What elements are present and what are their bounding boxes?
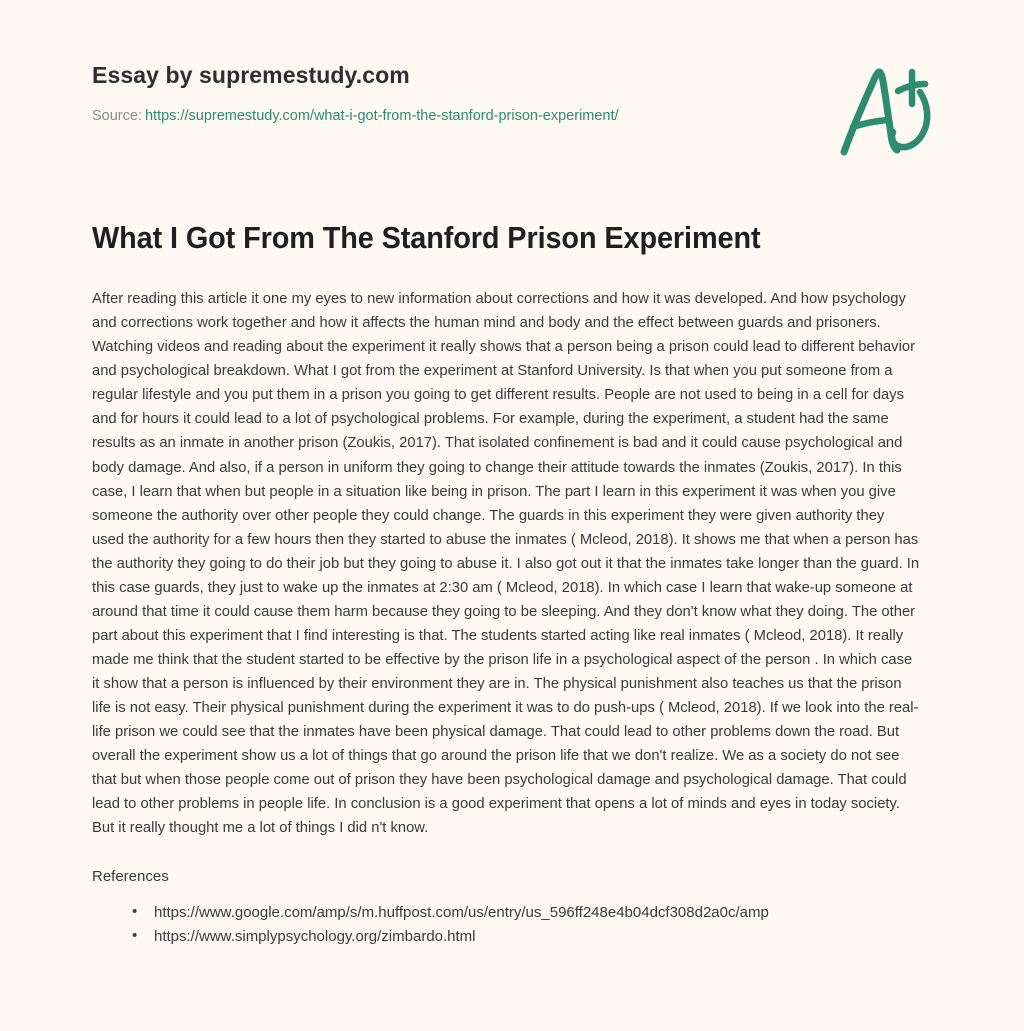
- references-list: [92, 889, 932, 949]
- source-line: [92, 107, 932, 126]
- brand-title: Essay by supremestudy.com: [92, 62, 410, 88]
- source-url-link[interactable]: https://supremestudy.com/what-i-got-from-the-stanford-prison-experiment/: [144, 107, 619, 124]
- essay-body-text: After reading this article it one my eyes to new information about corrections and how it was developed. And how psychology and corrections work together and how it affects the human mind and body and the effect between guards and prisoners. Watching videos and reading about the experiment it really shows that a person being a prison could lead to different behavior and psychological breakdown. What I got from the experiment at Stanford University. Is that when you put someone from a regular lifestyle and you put them in a prison you going to get different results. People are not used to being in a cell for days and for hours it could lead to a lot of psychological problems. For example, during the experiment, a student had the same results as an inmate in another prison (Zoukis, 2017). That isolated confinement is bad and it could cause psychological and body damage. And also, if a person in uniform they going to change their attitude towards the inmates (Zoukis, 2017). In this case, I learn that when but people in a situation like being in prison. The part I learn in this experiment it was when you give someone the authority over other people they could change. The guards in this experiment they were given authority they used the authority for a few hours then they started to abuse the inmates ( Mcleod, 2018). It shows me that when a person has the authority they going to do their job but they going to abuse it. I also got out it that the inmates take longer than the guard. In this case guards, they just to wake up the inmates at 2:30 am ( Mcleod, 2018). In which case I learn that wake-up someone at around that time it could cause them harm because they going to be sleeping. And they don't know what they doing. The other part about this experiment that I find interesting is that. The students started acting like real inmates ( Mcleod, 2018). It really made me think that the student started to be effective by the prison life in a psychological aspect of the person . In which case it show that a person is influenced by their environment they are in. The physical punishment also teaches us that the prison life is not easy. Their physical punishment during the experiment it was to do push-ups ( Mcleod, 2018). If we look into the real-life prison we could see that the inmates have been physical damage. That could lead to other problems down the road. But overall the experiment show us a lot of things that go around the prison life that we don't realize. We as a society do not see that but when those people come out of prison they have been psychological damage and psychological damage. That could lead to other problems in people life. In conclusion is a good experiment that opens a lot of minds and eyes in today society. But it really thought me a lot of things I did n't know.: [92, 290, 920, 837]
- page-title: What I Got From The Stanford Prison Experiment: [92, 220, 761, 256]
- list-item[interactable]: • https://www.google.com/amp/s/m.huffpost.com/us/entry/us_596ff248e4b04dcf308d2a0c/amp: [132, 901, 932, 925]
- source-label: Source:: [92, 107, 142, 124]
- document-header: [92, 0, 932, 125]
- references-heading: References: [92, 868, 169, 886]
- list-item[interactable]: • https://www.simplypsychology.org/zimbardo.html: [132, 925, 932, 949]
